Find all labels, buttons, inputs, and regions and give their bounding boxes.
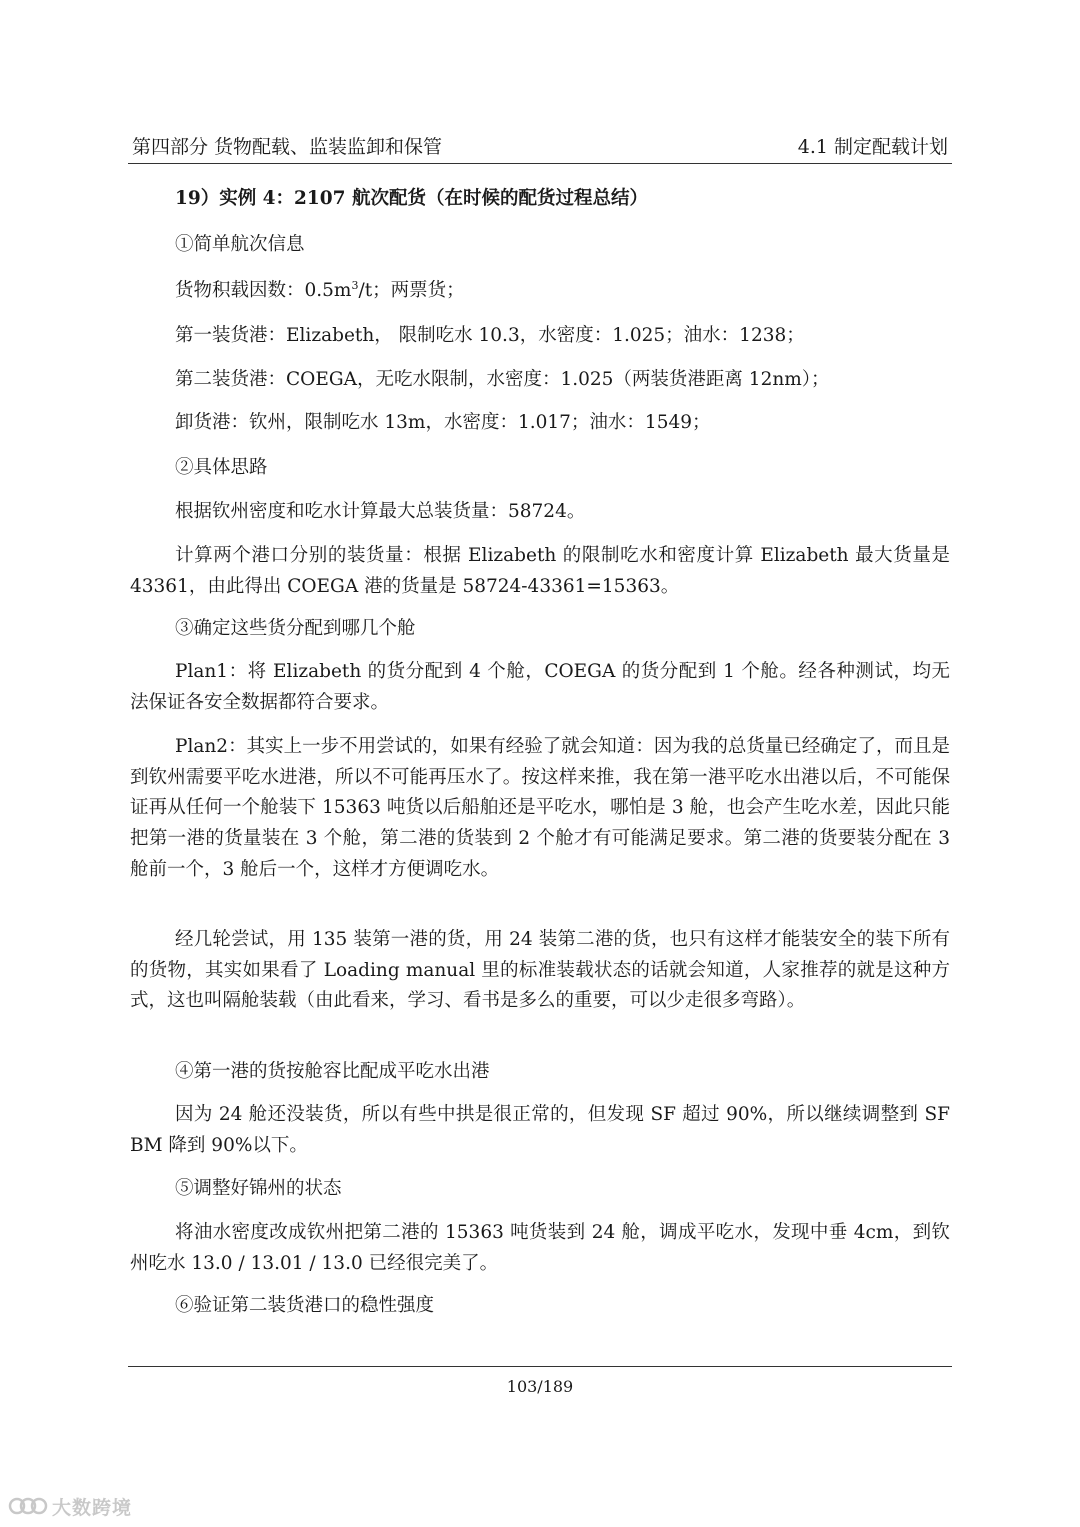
page-header bbox=[130, 132, 950, 162]
port1-line: 第一装货港：Elizabeth， 限制吃水 10.3，水密度：1.025；油水：1238； bbox=[175, 325, 805, 346]
section-heading-6: ⑥验证第二装货港口的稳性强度 bbox=[175, 1295, 435, 1316]
plan1-paragraph: Plan1：将 Elizabeth 的货分配到 4 个舱，COEGA 的货分配到 1 个舱。经各种测试，均无法保证各安全数据都符合要求。 bbox=[130, 661, 950, 713]
stowage-text: 货物积载因数：0.5m bbox=[175, 280, 352, 301]
section-heading-3: ③确定这些货分配到哪几个舱 bbox=[175, 618, 416, 639]
stowage-superscript: 3 bbox=[351, 278, 359, 292]
example-title: 19）实例 4：2107 航次配货（在时候的配货过程总结） bbox=[175, 188, 648, 209]
page-number: 103/189 bbox=[506, 1377, 574, 1396]
watermark bbox=[8, 1491, 148, 1519]
footer-divider bbox=[128, 1366, 952, 1367]
section-heading-1: ①简单航次信息 bbox=[175, 234, 305, 255]
section-5-paragraph: 将油水密度改成钦州把第二港的 15363 吨货装到 24 舱，调成平吃水，发现中垂 4cm，到钦州吃水 13.0 / 13.01 / 13.0 已经很完美了。 bbox=[130, 1222, 950, 1274]
stowage-suffix: /t；两票货； bbox=[358, 280, 465, 301]
calc-paragraph: 计算两个港口分别的装货量：根据 Elizabeth 的限制吃水和密度计算 Elizabeth 最大货量是 43361，由此得出 COEGA 港的货量是 58724-43361=15363。 bbox=[130, 545, 950, 597]
header-chapter-title: 4.1 制定配载计划 bbox=[797, 136, 948, 158]
discharge-port-line: 卸货港：钦州，限制吃水 13m，水密度：1.017；油水：1549； bbox=[175, 412, 711, 433]
header-section-title: 第四部分 货物配载、监装监卸和保管 bbox=[132, 136, 443, 158]
plan2-paragraph: Plan2：其实上一步不用尝试的，如果有经验了就会知道：因为我的总货量已经确定了，而且是到钦州需要平吃水进港，所以不可能再压水了。按这样来推，我在第一港平吃水出港以后，不可能保证再从任何一个舱装下 15363 吨货以后船舶还是平吃水，哪怕是 3 舱，也会产生吃水差，因此只能把第一港的货量装在 3 个舱，第二港的货装到 2 个舱才有可能满足要求。第二港的货要装分配在 3 舱前一个，3 舱后一个，这样才方便调吃水。 bbox=[130, 736, 950, 880]
stowage-factor-line bbox=[175, 276, 465, 306]
max-cargo-line: 根据钦州密度和吃水计算最大总装货量：58724。 bbox=[175, 501, 586, 522]
watermark-logo-icon bbox=[8, 1493, 50, 1519]
port2-line: 第二装货港：COEGA，无吃水限制，水密度：1.025（两装货港距离 12nm）； bbox=[175, 369, 830, 390]
header-divider bbox=[128, 163, 952, 164]
section-4-paragraph: 因为 24 舱还没装货，所以有些中拱是很正常的，但发现 SF 超过 90%，所以继续调整到 SF BM 降到 90%以下。 bbox=[130, 1104, 950, 1156]
watermark-text: 大数跨境 bbox=[52, 1497, 133, 1519]
section-heading-5: ⑤调整好锦州的状态 bbox=[175, 1178, 342, 1199]
section-heading-4: ④第一港的货按舱容比配成平吃水出港 bbox=[175, 1061, 490, 1082]
trials-paragraph: 经几轮尝试，用 135 装第一港的货，用 24 装第二港的货，也只有这样才能装安全的装下所有的货物，其实如果看了 Loading manual 里的标准装载状态的话就会知道，人家推荐的就是这种方式，这也叫隔舱装载（由此看来，学习、看书是多么的重要，可以少走很多弯路）。 bbox=[130, 929, 950, 1012]
section-heading-2: ②具体思路 bbox=[175, 457, 268, 478]
